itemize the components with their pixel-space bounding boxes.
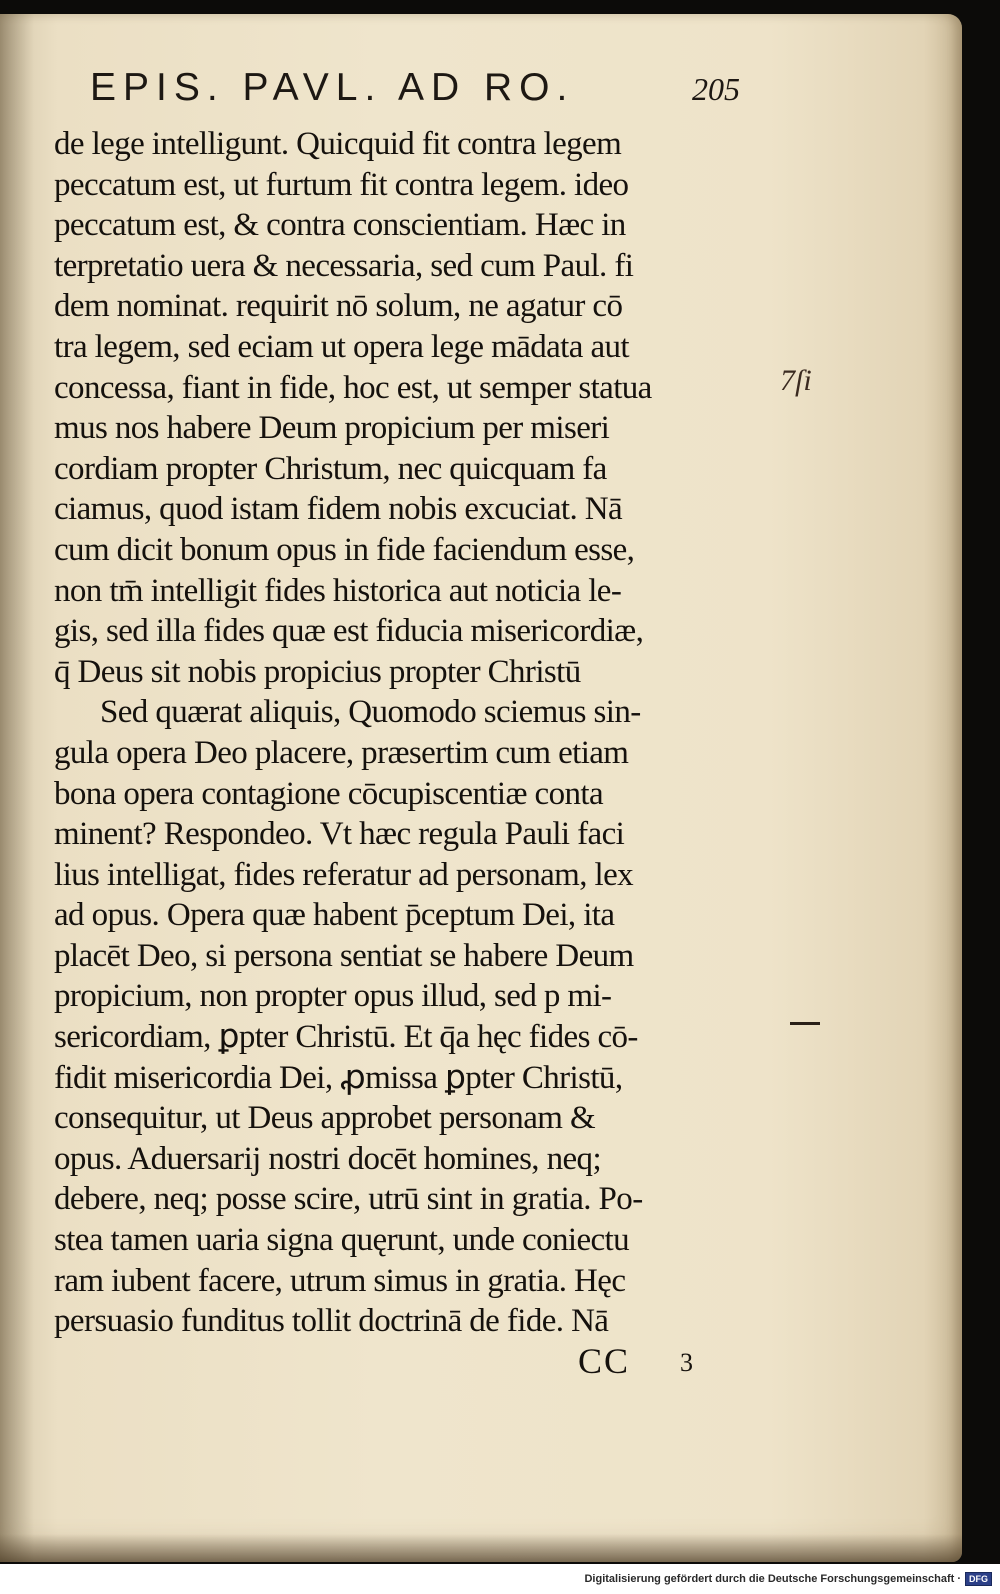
text-line: gula opera Deo placere, præsertim cum etiam xyxy=(54,734,629,771)
running-title: EPIS. PAVL. AD RO. xyxy=(90,66,575,109)
text-line: lius intelligat, fides referatur ad personam, lex xyxy=(54,856,634,893)
margin-annotation: 7ſi xyxy=(780,364,812,397)
text-line: fidit misericordia Dei, ꝓmissa ꝑpter Christū, xyxy=(54,1059,623,1096)
text-line: gis, sed illa fides quæ est fiducia misericordiæ, xyxy=(54,613,644,650)
signature-number: 3 xyxy=(680,1348,693,1377)
page-bottom-edge xyxy=(0,1534,962,1562)
folio-number: 205 xyxy=(692,71,740,107)
text-line: propicium, non propter opus illud, sed p mi- xyxy=(54,978,612,1015)
text-line: cordiam propter Christum, nec quicquam fa xyxy=(54,450,607,487)
text-line: consequitur, ut Deus approbet personam & xyxy=(54,1100,596,1137)
text-line: cum dicit bonum opus in fide faciendum esse, xyxy=(54,531,635,568)
text-line: peccatum est, ut furtum fit contra legem. ideo xyxy=(54,166,629,203)
text-line: terpretatio uera & necessaria, sed cum Paul. fi xyxy=(54,247,634,284)
text-line: tra legem, sed eciam ut opera lege mādata aut xyxy=(54,328,629,365)
text-line: debere, neq; posse scire, utrū sint in gratia. Po- xyxy=(54,1181,643,1218)
body-text xyxy=(54,124,794,1342)
text-line: stea tamen uaria signa quęrunt, unde coniectu xyxy=(54,1222,630,1259)
text-line: sericordiam, ꝑpter Christū. Et q̄a hęc fides cō- xyxy=(54,1019,638,1056)
text-line: peccatum est, & contra conscientiam. Hæc in xyxy=(54,207,626,244)
text-line: dem nominat. requirit nō solum, ne agatur cō xyxy=(54,288,623,325)
text-line: non tm̄ intelligit fides historica aut noticia le- xyxy=(54,572,622,609)
text-line: bona opera contagione cōcupiscentiæ conta xyxy=(54,775,604,812)
digitization-footer xyxy=(0,1564,1000,1594)
text-line: q̄ Deus sit nobis propicius propter Christū xyxy=(54,653,581,690)
text-line: ad opus. Opera quæ habent p̄ceptum Dei, ita xyxy=(54,897,615,934)
text-line: persuasio funditus tollit doctrinā de fide. Nā xyxy=(54,1303,609,1340)
text-line: concessa, fiant in fide, hoc est, ut semper statua xyxy=(54,369,652,406)
dfg-logo-icon: DFG xyxy=(965,1572,992,1586)
spine-shadow xyxy=(0,14,34,1562)
text-line: mus nos habere Deum propicium per miseri xyxy=(54,410,610,447)
footer-credit: Digitalisierung gefördert durch die Deutsche Forschungsgemeinschaft · xyxy=(584,1573,961,1585)
text-line: placēt Deo, si persona sentiat se habere Deum xyxy=(54,937,634,974)
text-line: ciamus, quod istam fidem nobis excuciat. Nā xyxy=(54,491,623,528)
text-line: ram iubent facere, utrum simus in gratia. Hęc xyxy=(54,1262,626,1299)
margin-dash-mark xyxy=(790,1022,820,1025)
signature-mark: CC xyxy=(578,1341,631,1381)
running-head xyxy=(90,66,740,116)
text-line-paragraph-start: Sed quærat aliquis, Quomodo sciemus sin- xyxy=(100,694,641,731)
text-line: minent? Respondeo. Vt hæc regula Pauli faci xyxy=(54,816,625,853)
text-line: de lege intelligunt. Quicquid fit contra legem xyxy=(54,126,622,162)
text-line: opus. Aduersarij nostri docēt homines, neq; xyxy=(54,1140,602,1177)
